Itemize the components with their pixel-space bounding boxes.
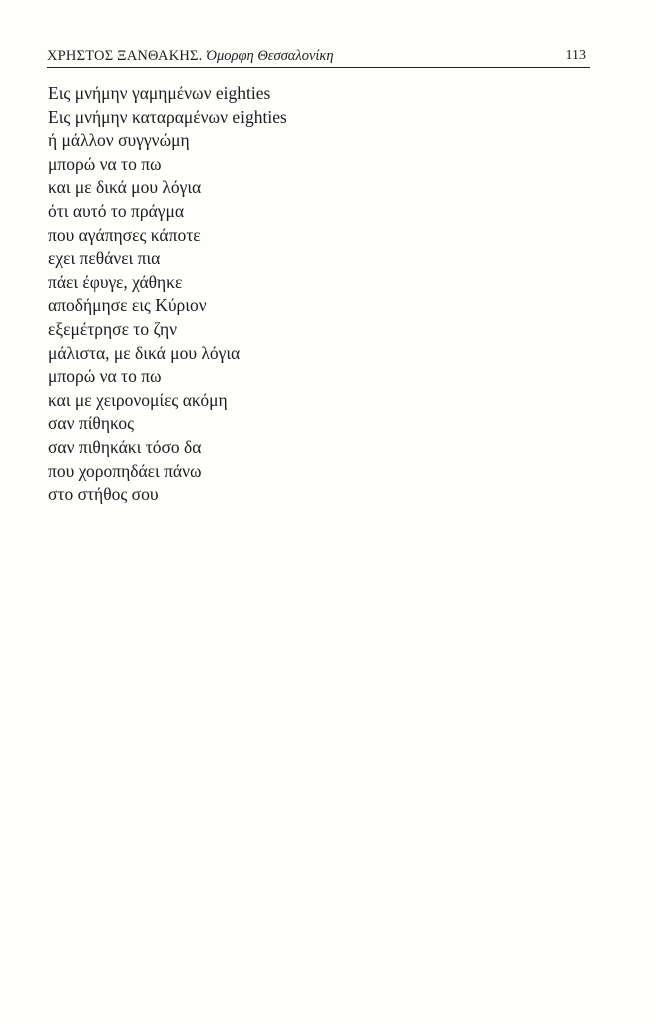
poem-line: Εις μνήμην καταραμένων eighties [48,106,287,127]
poem-line: πάει έφυγε, χάθηκε [48,271,183,292]
poem-line: σαν πίθηκος [48,413,135,434]
poem-line: και με χειρονομίες ακόμη [48,389,228,410]
running-header [47,44,590,68]
poem-line: στο στήθος σου [48,484,159,505]
poem-line: και με δικά μου λόγια [48,177,202,198]
poem-line: εξεμέτρησε το ζην [48,318,178,339]
poem-line: ότι αυτό το πράγμα [48,200,185,221]
poem-line: που χοροπηδάει πάνω [48,460,202,481]
poem-line: που αγάπησες κάποτε [48,224,201,245]
poem-line: μπορώ να το πω [48,366,162,387]
poem-text [48,82,568,507]
page-number: 113 [565,48,586,63]
poem-line: σαν πιθηκάκι τόσο δα [48,436,202,457]
header-author: ΧΡΗΣΤΟΣ ΞΑΝΘΑΚΗΣ. [47,48,203,64]
poem-line: μπορώ να το πω [48,153,162,174]
poem-line: μάλιστα, με δικά μου λόγια [48,342,241,363]
poem-line: ή μάλλον συγγνώμη [48,130,190,151]
header-book-title: Όμορφη Θεσσαλονίκη [206,48,334,64]
poem-line: αποδήμησε εις Κύριον [48,295,207,316]
header-rule [47,67,590,68]
poem-line: Εις μνήμην γαμημένων eighties [48,83,271,103]
poem-line: εχει πεθάνει πια [48,248,161,269]
